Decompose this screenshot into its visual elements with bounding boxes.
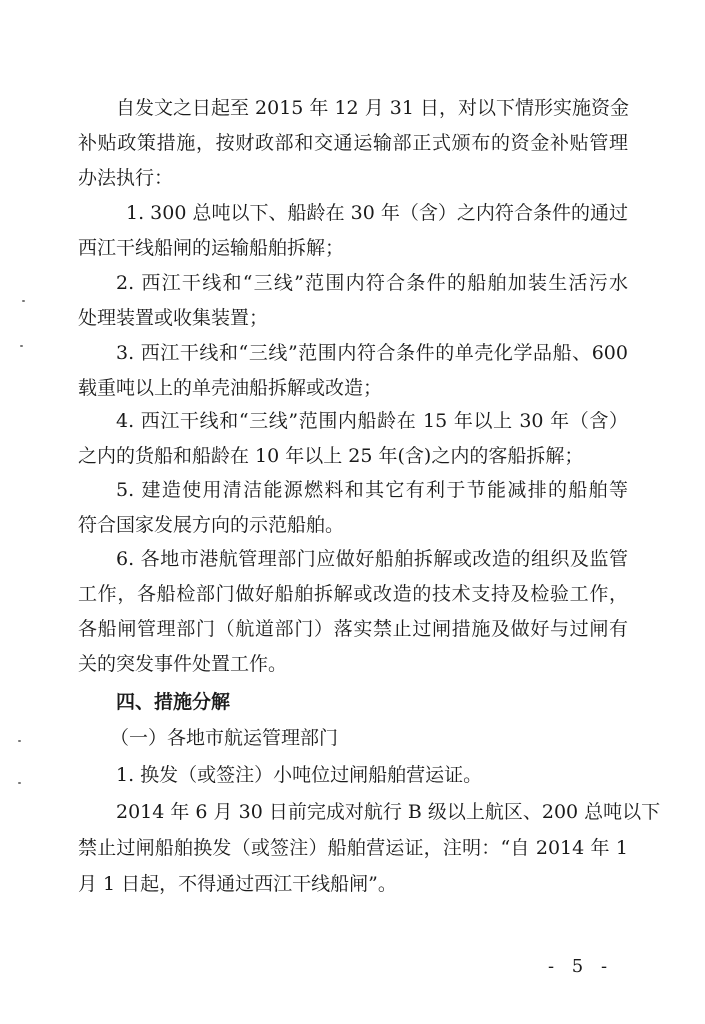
list-item-line: 各船闸管理部门（航道部门）落实禁止过闸措施及做好与过闸有 [78, 618, 628, 640]
list-item-line: 符合国家发展方向的示范船舶。 [78, 514, 345, 536]
paragraph-line: 禁止过闸船舶换发（或签注）船舶营运证，注明：“自 2014 年 1 [78, 837, 628, 859]
subsection-heading: （一）各地市航运管理部门 [110, 727, 339, 749]
list-item-line: 工作，各船检部门做好船舶拆解或改造的技术支持及检验工作， [78, 583, 628, 605]
list-item-line: 6. 各地市港航管理部门应做好船舶拆解或改造的组织及监管 [116, 548, 628, 570]
list-item-line: 西江干线船闸的运输船舶拆解； [78, 237, 345, 259]
item-heading: 1. 换发（或签注）小吨位过闸船舶营运证。 [116, 764, 483, 786]
paragraph-line: 自发文之日起至 2015 年 12 月 31 日，对以下情形实施资金 [116, 97, 629, 119]
list-item-line: 4. 西江干线和“三线”范围内船龄在 15 年以上 30 年（含） [116, 410, 628, 432]
paragraph-line: 2014 年 6 月 30 日前完成对航行 B 级以上航区、200 总吨以下 [116, 801, 661, 823]
list-item-line: 关的突发事件处置工作。 [78, 653, 288, 675]
list-item-line: 之内的货船和船龄在 10 年以上 25 年(含)之内的客船拆解； [78, 445, 584, 467]
section-heading: 四、措施分解 [116, 691, 231, 713]
list-item-line: 5. 建造使用清洁能源燃料和其它有利于节能减排的船舶等 [116, 479, 628, 501]
list-item-line: 2. 西江干线和“三线”范围内符合条件的船舶加装生活污水 [116, 272, 628, 294]
list-item-line: 1. 300 总吨以下、船龄在 30 年（含）之内符合条件的通过 [126, 202, 628, 224]
list-item-line: 3. 西江干线和“三线”范围内符合条件的单壳化学品船、600 [116, 342, 628, 364]
paragraph-line: 月 1 日起，不得通过西江干线船闸”。 [78, 873, 397, 895]
page-number: - 5 - [548, 956, 614, 977]
scan-speck [20, 345, 23, 347]
list-item-line: 载重吨以上的单壳油船拆解或改造； [78, 377, 383, 399]
paragraph-line: 办法执行： [78, 167, 174, 189]
scan-speck [18, 740, 21, 742]
paragraph-line: 补贴政策措施，按财政部和交通运输部正式颁布的资金补贴管理 [78, 132, 628, 154]
scan-speck [18, 782, 21, 784]
list-item-line: 处理装置或收集装置； [78, 307, 269, 329]
scan-speck [22, 300, 25, 302]
